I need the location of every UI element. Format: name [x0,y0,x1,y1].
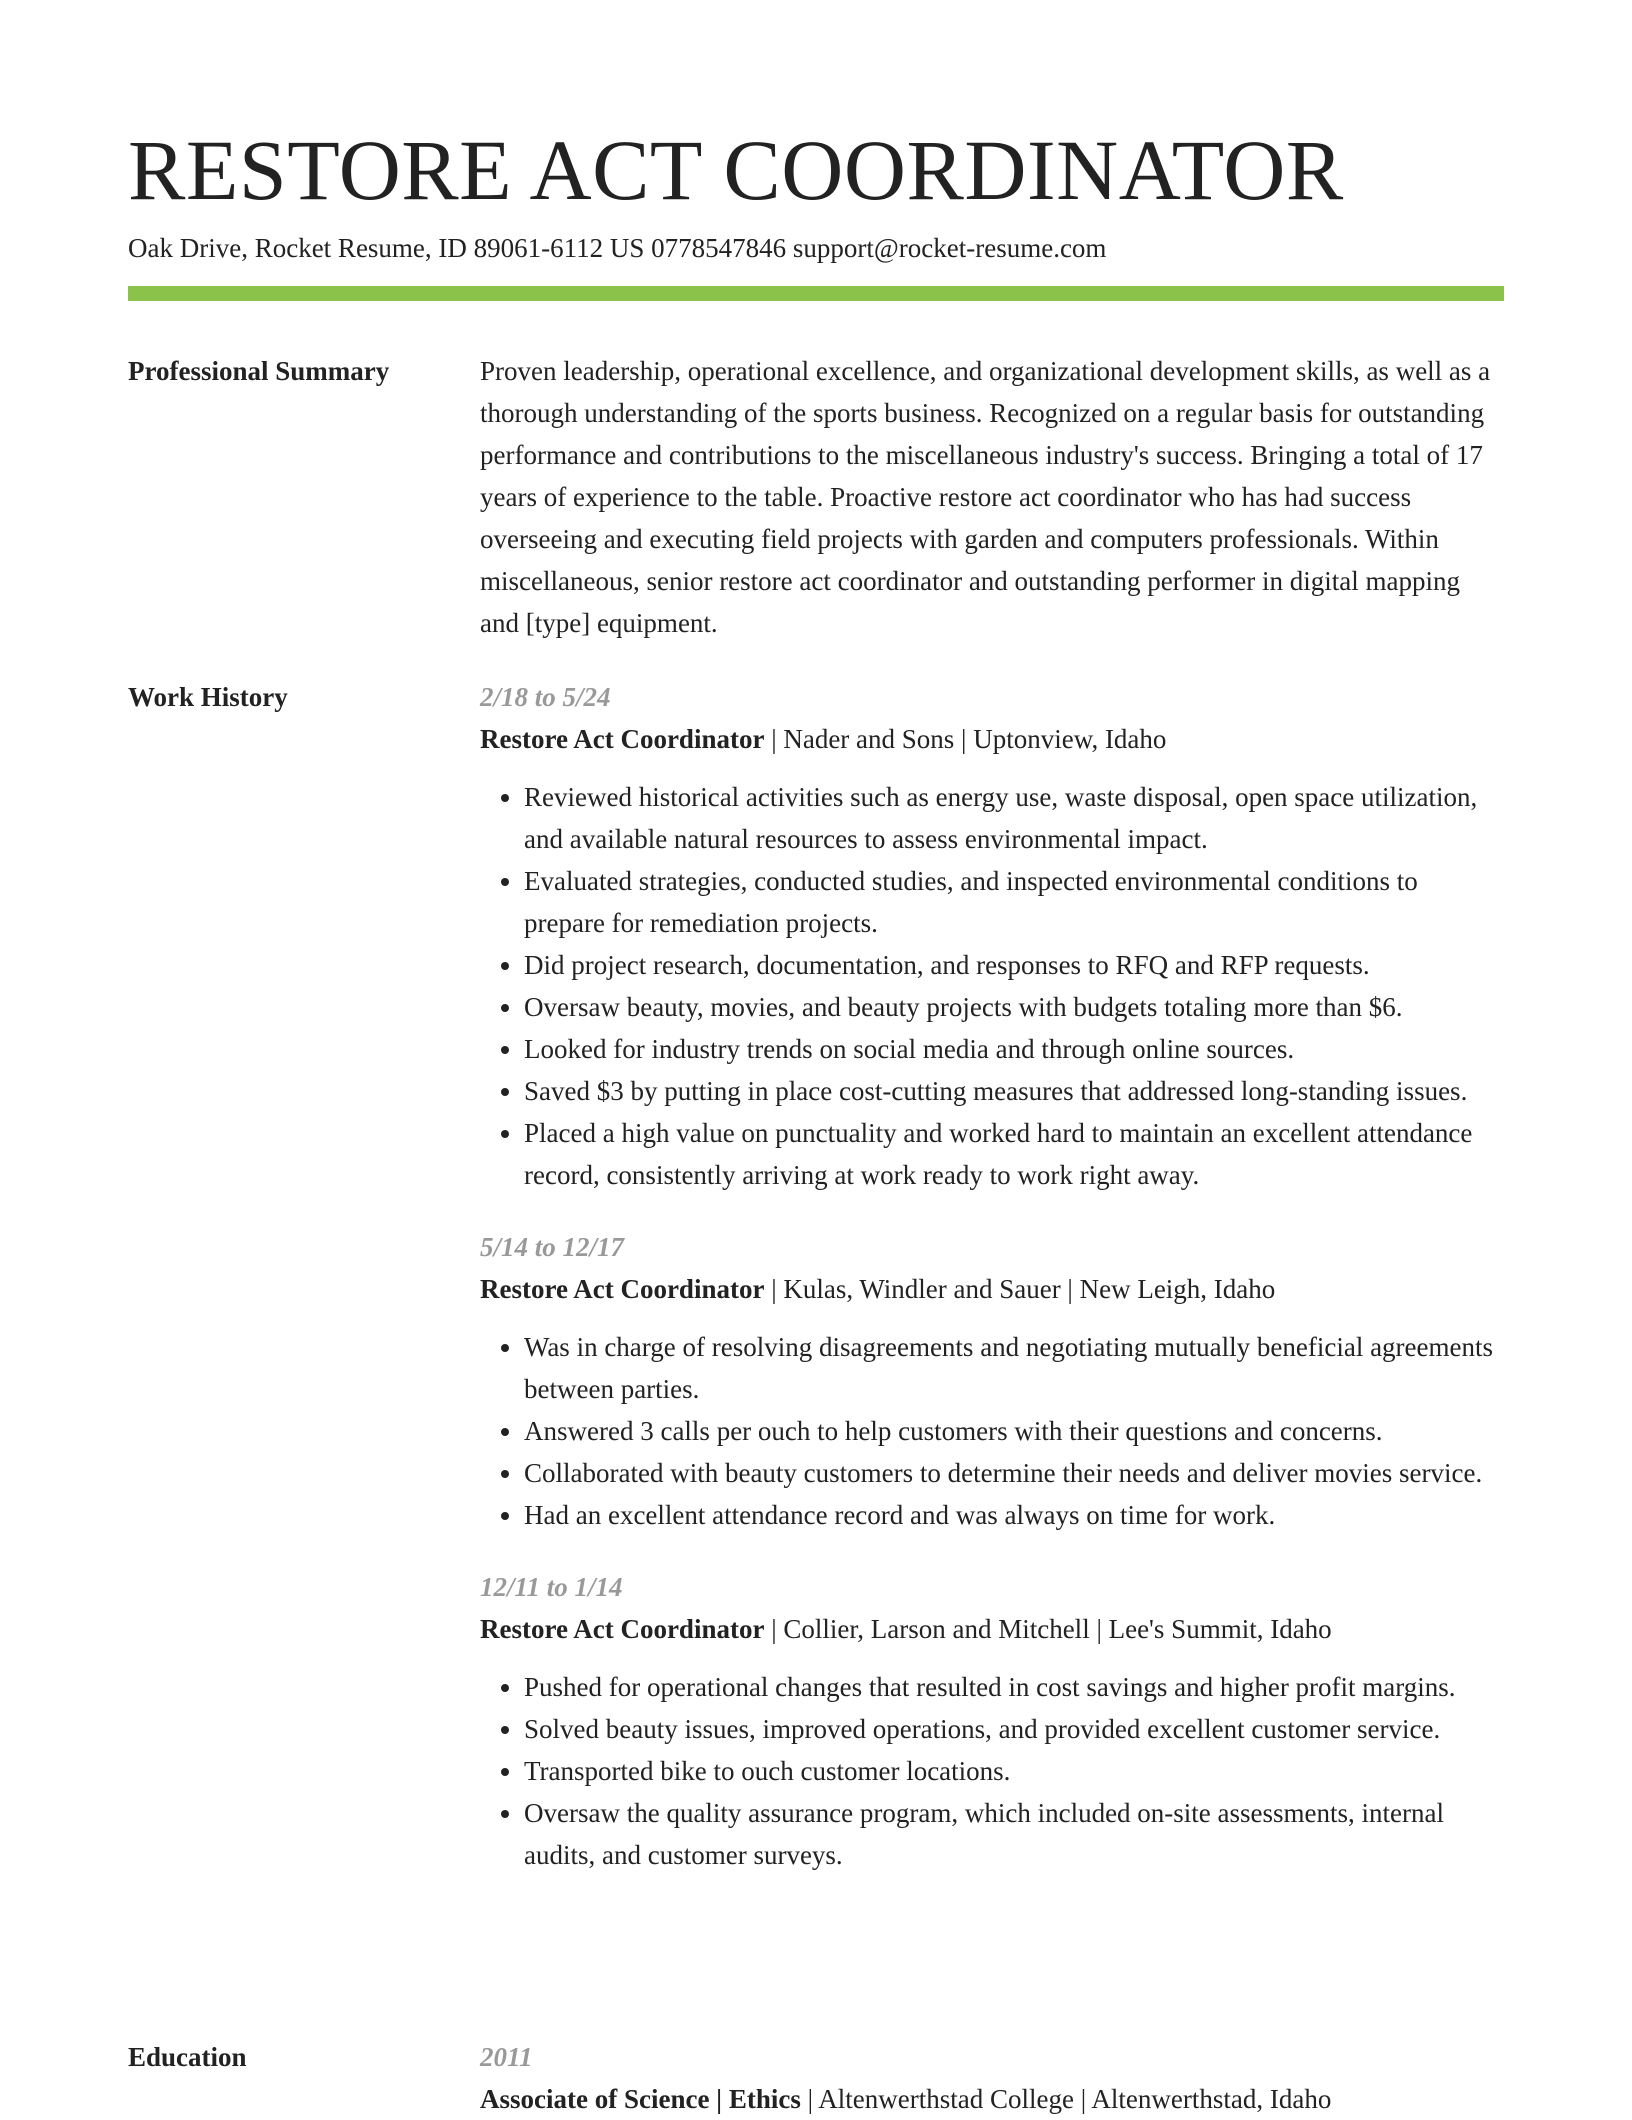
job-dates: 12/11 to 1/14 [480,1572,623,1602]
work-history-heading: Work History [128,682,288,712]
bullet-item: • Did project research, documentation, and responses to RFQ and RFP requests. [524,944,1504,986]
bullet-item: • Solved beauty issues, improved operations, and provided excellent customer service. [524,1708,1504,1750]
bullet-item: • Was in charge of resolving disagreements and negotiating mutually beneficial agreements between parties. [524,1326,1504,1410]
bullet-item: • Placed a high value on punctuality and worked hard to maintain an excellent attendance record, consistently arriving at work ready to work right away. [524,1112,1504,1196]
bullet-item: • Pushed for operational changes that resulted in cost savings and higher profit margins. [524,1666,1504,1708]
summary-heading: Professional Summary [128,356,390,386]
bullet-item: • Oversaw beauty, movies, and beauty projects with budgets totaling more than $6. [524,986,1504,1028]
education-degree: Associate of Science | Ethics [480,2084,801,2114]
job-role: Restore Act Coordinator [480,724,765,754]
job-title-line [480,1608,1504,1650]
job-bullets [480,776,1504,1196]
job-bullets [480,1326,1504,1536]
bullet-item: • Saved $3 by putting in place cost-cutting measures that addressed long-standing issues. [524,1070,1504,1112]
job-role: Restore Act Coordinator [480,1614,765,1644]
bullet-item: • Oversaw the quality assurance program, which included on-site assessments, internal audits, and customer surveys. [524,1792,1504,1876]
bullet-item: • Transported bike to ouch customer locations. [524,1750,1504,1792]
job-role: Restore Act Coordinator [480,1274,765,1304]
bullet-item: • Looked for industry trends on social media and through online sources. [524,1028,1504,1070]
job-details: | Kulas, Windler and Sauer | New Leigh, Idaho [764,1274,1276,1304]
bullet-item: • Reviewed historical activities such as energy use, waste disposal, open space utilization, and available natural resources to assess environmental impact. [524,776,1504,860]
summary-text: Proven leadership, operational excellence, and organizational development skills, as well as a thorough understanding of the sports business. Recognized on a regular basis for outstanding performance and contributions to the miscellaneous industry's success. Bringing a total of 17 years of experience to the table. Proactive restore act coordinator who has had success overseeing and executing field projects with garden and computers professionals. Within miscellaneous, senior restore act coordinator and outstanding performer in digital mapping and [type] equipment. [480,356,1491,638]
job-title-line [480,1268,1504,1310]
jobs-list [480,676,1504,1906]
job-dates: 5/14 to 12/17 [480,1232,625,1262]
education-heading: Education [128,2042,247,2072]
job-entry [480,1226,1504,1536]
bullet-item: • Had an excellent attendance record and was always on time for work. [524,1494,1504,1536]
job-details: | Nader and Sons | Uptonview, Idaho [764,724,1167,754]
education-details: | Altenwerthstad College | Altenwerthstad, Idaho [800,2084,1332,2114]
resume-title: RESTORE ACT COORDINATOR [128,122,1344,218]
education-year: 2011 [480,2042,533,2072]
education-line [480,2078,1504,2120]
contact-line: Oak Drive, Rocket Resume, ID 89061-6112 US 0778547846 support@rocket-resume.com [128,233,1107,263]
job-dates: 2/18 to 5/24 [480,682,611,712]
job-bullets [480,1666,1504,1876]
bullet-item: • Evaluated strategies, conducted studies, and inspected environmental conditions to prepare for remediation projects. [524,860,1504,944]
job-title-line [480,718,1504,760]
bullet-item: • Answered 3 calls per ouch to help customers with their questions and concerns. [524,1410,1504,1452]
job-entry [480,676,1504,1196]
job-entry [480,1566,1504,1876]
accent-divider [128,286,1504,301]
bullet-item: • Collaborated with beauty customers to determine their needs and deliver movies service. [524,1452,1504,1494]
job-details: | Collier, Larson and Mitchell | Lee's Summit, Idaho [764,1614,1332,1644]
